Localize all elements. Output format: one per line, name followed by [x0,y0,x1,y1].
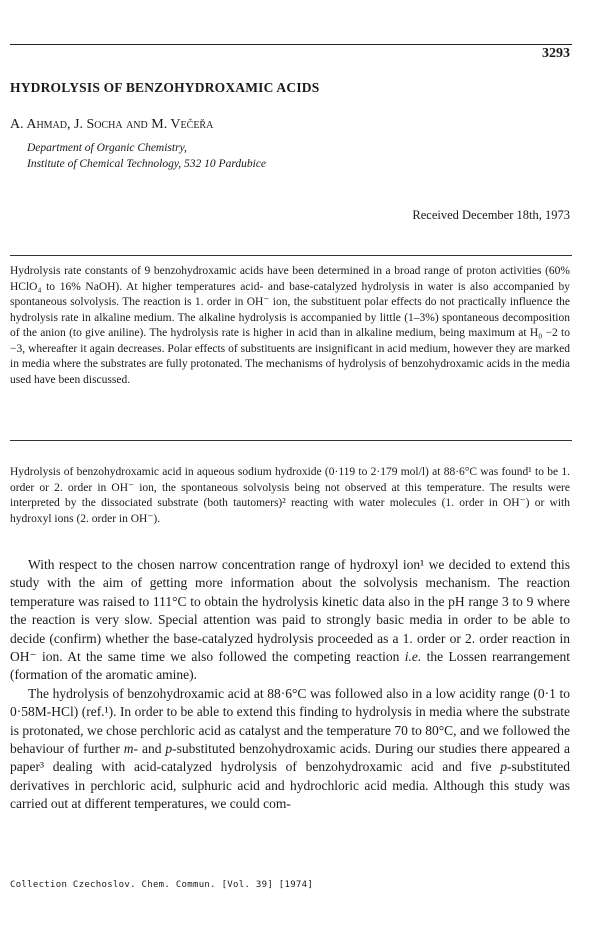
p2-p: p [165,741,173,757]
abstract-bottom-rule [10,440,572,441]
p1-text-a: With respect to the chosen narrow concentration range of hydroxyl ion¹ we decided to extend this study with the aim of getting more information about the solvolysis mechanism. The reaction temperature was raised to 111°C to obtain the hydrolysis kinetic data also in the pH range 3 to 9 where the reaction is very slow. Special attention was paid to strongly basic media in order to be able to decide (confirm) whether the base-catalyzed hydrolysis proceeded as a 1. order or 2. order reaction in OH⁻ ion. At the same time we also followed the competing reaction [10,557,570,665]
p2-text-d: -substituted derivatives in perchloric acid, sulphuric acid and hydrochloric acid media. Although this study was carried out at different temperatures, we could com- [10,759,570,812]
body-text [10,556,570,814]
page-number: 3293 [542,46,570,61]
p2-text-c: -substituted benzohydroxamic acids. During our studies there appeared a paper³ dealing with acid-catalyzed hydrolysis of benzohydroxamic acid and five [10,741,570,775]
body-paragraph-1 [10,556,570,685]
affiliation [27,140,266,172]
p2-p2: p [500,759,507,775]
abstract: Hydrolysis rate constants of 9 benzohydroxamic acids have been determined in a broad range of proton activities (60% HClO₄ to 16% NaOH). At higher temperatures acid- and base-catalyzed hydrolysis in water is also accompanied by spontaneous solvolysis. The reaction is 1. order in OH⁻ ion, the substituent polar effects do not practically influence the hydrolysis rate in alkaline medium. The alkaline hydrolysis is accompanied by little (1–3%) spontaneous decomposition of the anion (to give aniline). The hydrolysis rate is higher in acid than in alkaline medium, being maximum at H₀ −2 to −3, whereafter it again decreases. Polar effects of substituents are insignificant in acid medium, however they are marked in media where the substrates are fully protonated. The mechanisms of hydrolysis of benzohydroxamic acids in the media used have been discussed. [10,265,570,386]
p1-ie: i.e. [404,649,422,665]
affiliation-line-1: Department of Organic Chemistry, [27,142,187,154]
article-title: HYDROLYSIS OF BENZOHYDROXAMIC ACIDS [10,80,320,95]
p1-text-b: the Lossen rearrangement (formation of the aromatic amine). [10,649,570,683]
body-paragraph-2 [10,685,570,814]
authors-text: A. Ahmad, J. Socha and M. Večeřa [10,117,214,132]
received-date: Received December 18th, 1973 [412,208,570,222]
intro-paragraph: Hydrolysis of benzohydroxamic acid in aqueous sodium hydroxide (0·119 to 2·179 mol/l) at 88·6°C was found¹ to be 1. order or 2. order in OH⁻ ion, the spontaneous solvolysis being not observed at this temperature. The results were interpreted by the dissociated substrate (both tautomers)² reacting with water molecules (1. order in OH⁻) or with hydroxyl ions (2. order in OH⁻). [10,466,570,525]
affiliation-line-2: Institute of Chemical Technology, 532 10 Pardubice [27,158,267,170]
p2-m: m [123,741,134,757]
header-rule [10,44,572,45]
journal-footer: Collection Czechoslov. Chem. Commun. [Vol. 39] [1974] [10,880,314,890]
article-authors [10,117,213,133]
p2-text-b: - and [133,741,166,757]
p2-text-a: The hydrolysis of benzohydroxamic acid at 88·6°C was followed also in a low acidity range (0·1 to 0·58M-HCl) (ref.¹). In order to be able to extend this finding to hydrolysis in media where the substrate is protonated, we chose perchloric acid as catalyst and the temperature 70 to 80°C, and we followed the behaviour of further [10,685,570,757]
abstract-top-rule [10,255,572,256]
